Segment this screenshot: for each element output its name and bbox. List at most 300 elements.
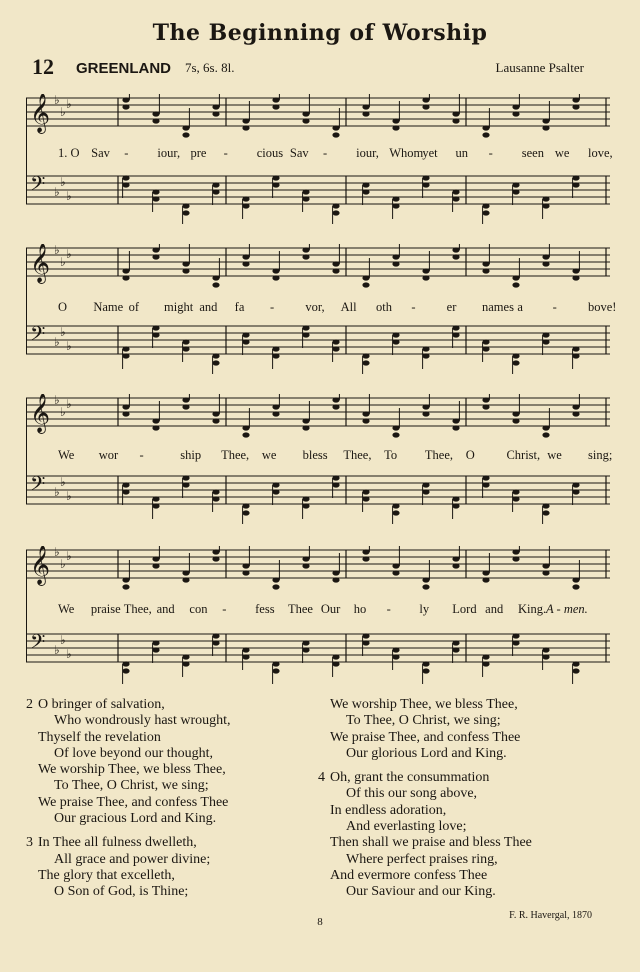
note-head xyxy=(422,482,429,487)
verse-text: And everlasting love; xyxy=(346,819,467,835)
verse-text: We worship Thee, we bless Thee, xyxy=(38,762,226,778)
verse-line xyxy=(26,795,231,811)
note-head xyxy=(422,182,429,187)
note-head xyxy=(122,104,129,109)
lyric-syllable: cious xyxy=(256,146,284,160)
lyric-syllable: names xyxy=(482,300,514,314)
flat-icon: ♭ xyxy=(60,405,66,419)
note-head xyxy=(392,510,399,515)
flat-icon: ♭ xyxy=(54,185,60,199)
note-head xyxy=(362,418,369,423)
note-head xyxy=(302,418,309,423)
note-head xyxy=(572,353,579,358)
lyric-syllable: We xyxy=(58,448,75,462)
note-head xyxy=(482,661,489,666)
note-head xyxy=(332,268,339,273)
note-head xyxy=(242,254,249,259)
note-head xyxy=(182,203,189,208)
note-head xyxy=(362,282,369,287)
note-head xyxy=(512,275,519,280)
verse-line xyxy=(318,835,532,851)
lyric-syllable: Thee, xyxy=(123,602,152,616)
note-head xyxy=(572,584,579,589)
lyric-syllable: O xyxy=(58,300,68,314)
lyric-syllable: ho xyxy=(353,602,367,616)
flat-icon: ♭ xyxy=(66,339,72,353)
note-head xyxy=(212,189,219,194)
note-head xyxy=(182,570,189,575)
note-head xyxy=(332,125,339,130)
verse-line xyxy=(26,868,231,884)
note-head xyxy=(422,661,429,666)
note-head xyxy=(302,425,309,430)
lyric-syllable: oth xyxy=(376,300,392,314)
note-head xyxy=(272,584,279,589)
note-head xyxy=(152,189,159,194)
note-head xyxy=(572,577,579,582)
music-system-3 xyxy=(26,394,613,524)
bass-clef-icon: 𝄢 xyxy=(30,630,46,658)
note-head xyxy=(542,510,549,515)
flat-icon: ♭ xyxy=(60,105,66,119)
note-head xyxy=(212,489,219,494)
lyric-syllable: We xyxy=(58,602,75,616)
note-head xyxy=(272,411,279,416)
note-head xyxy=(452,556,459,561)
note-head xyxy=(482,482,489,487)
note-head xyxy=(542,432,549,437)
flat-icon: ♭ xyxy=(66,189,72,203)
note-head xyxy=(242,563,249,568)
note-head xyxy=(332,404,339,409)
lyric-syllable: Our xyxy=(320,602,341,616)
note-head xyxy=(152,118,159,123)
verses-left-column xyxy=(26,697,231,901)
note-head xyxy=(302,503,309,508)
flat-icon: ♭ xyxy=(66,647,72,661)
note-head xyxy=(242,510,249,515)
lyric-syllable: pre xyxy=(190,146,207,160)
note-head xyxy=(242,339,249,344)
tune-name: GREENLAND xyxy=(76,60,172,77)
syllable-hyphen: - xyxy=(139,448,144,462)
verse-line xyxy=(26,746,231,762)
syllable-hyphen: - xyxy=(223,146,228,160)
treble-clef-icon: 𝄞 xyxy=(30,546,51,585)
note-head xyxy=(152,640,159,645)
note-head xyxy=(362,111,369,116)
note-head xyxy=(182,475,189,480)
verse-line xyxy=(318,730,532,746)
note-head xyxy=(542,254,549,259)
note-head xyxy=(242,125,249,130)
lyric-syllable: Lord xyxy=(452,602,477,616)
note-head xyxy=(572,104,579,109)
note-head xyxy=(122,182,129,187)
note-head xyxy=(512,353,519,358)
note-head xyxy=(452,111,459,116)
note-head xyxy=(122,404,129,409)
lyric-syllable: iour, xyxy=(157,146,181,160)
lyric-syllable: 1. O xyxy=(58,146,80,160)
note-head xyxy=(272,346,279,351)
flat-icon: ♭ xyxy=(66,397,72,411)
note-head xyxy=(422,346,429,351)
lyric-syllable: we xyxy=(261,448,277,462)
note-head xyxy=(152,425,159,430)
note-head xyxy=(572,275,579,280)
note-head xyxy=(362,360,369,365)
note-head xyxy=(182,346,189,351)
lyric-syllable: of xyxy=(128,300,140,314)
lyric-syllable: and xyxy=(156,602,175,616)
verse-line xyxy=(26,713,231,729)
verse-line xyxy=(26,697,231,713)
note-head xyxy=(212,496,219,501)
note-head xyxy=(392,203,399,208)
flat-icon: ♭ xyxy=(60,175,66,189)
note-head xyxy=(512,111,519,116)
lyric-syllable: To xyxy=(384,448,398,462)
note-head xyxy=(512,360,519,365)
note-head xyxy=(212,411,219,416)
note-head xyxy=(152,418,159,423)
note-head xyxy=(242,203,249,208)
note-head xyxy=(122,668,129,673)
note-head xyxy=(212,282,219,287)
verse-line xyxy=(318,746,532,762)
note-head xyxy=(122,482,129,487)
lyric-syllable: Sav xyxy=(91,146,110,160)
verse-number: 2 xyxy=(26,697,33,712)
treble-clef-icon: 𝄞 xyxy=(30,94,51,133)
note-head xyxy=(212,275,219,280)
note-head xyxy=(152,196,159,201)
note-head xyxy=(182,125,189,130)
note-head xyxy=(122,411,129,416)
note-head xyxy=(362,640,369,645)
note-head xyxy=(242,570,249,575)
note-head xyxy=(482,268,489,273)
note-head xyxy=(152,563,159,568)
note-head xyxy=(242,332,249,337)
note-head xyxy=(212,360,219,365)
note-head xyxy=(482,339,489,344)
note-head xyxy=(482,475,489,480)
music-system-4 xyxy=(26,546,610,686)
flat-icon: ♭ xyxy=(66,549,72,563)
note-head xyxy=(362,104,369,109)
author-credit: F. R. Havergal, 1870 xyxy=(509,910,592,921)
note-head xyxy=(572,346,579,351)
note-head xyxy=(422,104,429,109)
note-head xyxy=(392,563,399,568)
note-head xyxy=(182,132,189,137)
note-head xyxy=(392,339,399,344)
verse-line xyxy=(26,852,231,868)
note-head xyxy=(362,556,369,561)
note-head xyxy=(152,503,159,508)
note-head xyxy=(482,210,489,215)
flat-icon: ♭ xyxy=(60,633,66,647)
flat-icon: ♭ xyxy=(60,255,66,269)
note-head xyxy=(302,556,309,561)
note-head xyxy=(482,570,489,575)
note-head xyxy=(422,489,429,494)
note-head xyxy=(212,111,219,116)
note-head xyxy=(212,182,219,187)
verse-text: To Thee, O Christ, we sing; xyxy=(54,778,209,794)
note-head xyxy=(152,647,159,652)
note-head xyxy=(572,661,579,666)
lyric-syllable: bove! xyxy=(588,300,617,314)
note-head xyxy=(512,496,519,501)
note-head xyxy=(542,332,549,337)
note-head xyxy=(302,332,309,337)
note-head xyxy=(302,247,309,252)
note-head xyxy=(212,418,219,423)
note-head xyxy=(302,254,309,259)
note-head xyxy=(332,475,339,480)
note-head xyxy=(422,411,429,416)
flat-icon: ♭ xyxy=(66,97,72,111)
verse-text: We praise Thee, and confess Thee xyxy=(38,794,229,810)
verse-text: We worship Thee, we bless Thee, xyxy=(330,697,518,712)
note-head xyxy=(212,556,219,561)
note-head xyxy=(542,654,549,659)
amen-text: A - men. xyxy=(546,602,588,616)
note-head xyxy=(452,196,459,201)
lyric-syllable: King. xyxy=(518,602,547,616)
note-head xyxy=(212,633,219,638)
lyric-syllable: Christ, xyxy=(506,448,541,462)
lyric-syllable: un xyxy=(455,146,468,160)
note-head xyxy=(182,268,189,273)
note-head xyxy=(272,482,279,487)
note-head xyxy=(452,425,459,430)
note-head xyxy=(272,353,279,358)
syllable-hyphen: - xyxy=(411,300,416,314)
lyric-syllable: seen xyxy=(521,146,544,160)
note-head xyxy=(482,346,489,351)
lyric-syllable: Thee xyxy=(288,602,313,616)
lyric-syllable: er xyxy=(446,300,457,314)
flat-icon: ♭ xyxy=(54,244,60,257)
flat-icon: ♭ xyxy=(54,94,60,107)
note-head xyxy=(482,125,489,130)
note-head xyxy=(332,210,339,215)
note-head xyxy=(512,411,519,416)
note-head xyxy=(182,261,189,266)
note-head xyxy=(212,640,219,645)
verse-line xyxy=(318,713,532,729)
verse-line xyxy=(318,884,532,900)
note-head xyxy=(242,432,249,437)
lyric-syllable: ship xyxy=(180,448,202,462)
note-head xyxy=(422,175,429,180)
verse-text: To Thee, O Christ, we sing; xyxy=(346,713,501,729)
flat-icon: ♭ xyxy=(66,247,72,261)
note-head xyxy=(332,203,339,208)
note-head xyxy=(332,661,339,666)
note-head xyxy=(362,182,369,187)
note-head xyxy=(452,640,459,645)
text-source: Lausanne Psalter xyxy=(495,60,584,75)
note-head xyxy=(542,203,549,208)
note-head xyxy=(302,111,309,116)
note-head xyxy=(452,647,459,652)
note-head xyxy=(362,189,369,194)
flat-icon: ♭ xyxy=(60,557,66,571)
note-head xyxy=(302,640,309,645)
note-head xyxy=(212,549,219,554)
verse-line xyxy=(26,835,231,851)
bass-clef-icon: 𝄢 xyxy=(30,322,46,350)
verse-text: O bringer of salvation, xyxy=(38,697,165,712)
note-head xyxy=(122,661,129,666)
note-head xyxy=(212,353,219,358)
note-head xyxy=(422,668,429,673)
verse-line xyxy=(26,778,231,794)
note-head xyxy=(242,196,249,201)
note-head xyxy=(242,647,249,652)
note-head xyxy=(122,577,129,582)
verse-line xyxy=(318,868,532,884)
note-head xyxy=(182,397,189,402)
note-head xyxy=(572,404,579,409)
note-head xyxy=(332,346,339,351)
flat-icon: ♭ xyxy=(54,485,60,499)
note-head xyxy=(392,425,399,430)
lyric-syllable: Sav xyxy=(289,146,309,160)
note-head xyxy=(152,556,159,561)
note-head xyxy=(362,633,369,638)
note-head xyxy=(332,397,339,402)
lyric-syllable: love, xyxy=(588,146,613,160)
lyric-syllable: and xyxy=(485,602,504,616)
lyric-syllable: iour, xyxy=(356,146,379,160)
note-head xyxy=(332,577,339,582)
verse-line xyxy=(318,819,532,835)
note-head xyxy=(272,268,279,273)
treble-clef-icon: 𝄞 xyxy=(30,244,51,283)
note-head xyxy=(572,668,579,673)
note-head xyxy=(452,332,459,337)
note-head xyxy=(452,189,459,194)
note-head xyxy=(452,496,459,501)
page-title: The Beginning of Worship xyxy=(152,20,488,46)
verse-line xyxy=(318,770,532,786)
note-head xyxy=(272,577,279,582)
syllable-hyphen: - xyxy=(222,602,227,616)
note-head xyxy=(272,404,279,409)
note-head xyxy=(122,97,129,102)
verse-number: 4 xyxy=(318,770,325,786)
note-head xyxy=(482,654,489,659)
lyric-syllable: yet xyxy=(422,146,438,160)
note-head xyxy=(272,182,279,187)
note-head xyxy=(392,432,399,437)
note-head xyxy=(362,496,369,501)
syllable-hyphen: - xyxy=(323,146,328,160)
note-head xyxy=(392,654,399,659)
note-head xyxy=(362,489,369,494)
lyric-syllable: we xyxy=(554,146,570,160)
note-head xyxy=(182,404,189,409)
note-head xyxy=(332,132,339,137)
note-head xyxy=(452,418,459,423)
verse-line xyxy=(26,762,231,778)
flat-icon: ♭ xyxy=(54,643,60,657)
note-head xyxy=(302,196,309,201)
verse-text: Of love beyond our thought, xyxy=(54,745,214,761)
note-head xyxy=(122,175,129,180)
note-head xyxy=(362,275,369,280)
note-head xyxy=(332,654,339,659)
note-head xyxy=(512,633,519,638)
lyric-syllable: Whom xyxy=(389,146,424,160)
note-head xyxy=(182,210,189,215)
page-number: 8 xyxy=(317,916,323,928)
note-head xyxy=(272,175,279,180)
note-head xyxy=(182,661,189,666)
verse-line xyxy=(26,884,231,900)
note-head xyxy=(332,261,339,266)
verse-text: We praise Thee, and confess Thee xyxy=(330,729,521,745)
music-system-2 xyxy=(26,244,617,374)
note-head xyxy=(422,275,429,280)
note-head xyxy=(572,182,579,187)
note-head xyxy=(542,261,549,266)
flat-icon: ♭ xyxy=(54,394,60,407)
note-head xyxy=(182,482,189,487)
note-head xyxy=(512,189,519,194)
note-head xyxy=(302,563,309,568)
note-head xyxy=(392,503,399,508)
meter: 7s, 6s. 8l. xyxy=(185,60,235,75)
note-head xyxy=(542,118,549,123)
note-head xyxy=(542,425,549,430)
note-head xyxy=(122,353,129,358)
flat-icon: ♭ xyxy=(60,325,66,339)
flat-icon: ♭ xyxy=(54,335,60,349)
verse-text: Then shall we praise and bless Thee xyxy=(330,835,532,851)
note-head xyxy=(152,332,159,337)
note-head xyxy=(542,503,549,508)
note-head xyxy=(422,584,429,589)
note-head xyxy=(482,404,489,409)
verse-text: The glory that excelleth, xyxy=(38,867,175,883)
note-head xyxy=(272,489,279,494)
note-head xyxy=(242,261,249,266)
note-head xyxy=(482,397,489,402)
syllable-hyphen: - xyxy=(124,146,129,160)
syllable-hyphen: - xyxy=(488,146,493,160)
note-head xyxy=(572,268,579,273)
flat-icon: ♭ xyxy=(66,489,72,503)
note-head xyxy=(122,268,129,273)
note-head xyxy=(272,275,279,280)
verse-line xyxy=(26,811,231,827)
note-head xyxy=(332,339,339,344)
note-head xyxy=(362,549,369,554)
note-head xyxy=(452,247,459,252)
note-head xyxy=(392,125,399,130)
note-head xyxy=(362,353,369,358)
lyric-syllable: All xyxy=(340,300,357,314)
lyric-syllable: wor xyxy=(98,448,119,462)
lyric-syllable: might xyxy=(164,300,194,314)
